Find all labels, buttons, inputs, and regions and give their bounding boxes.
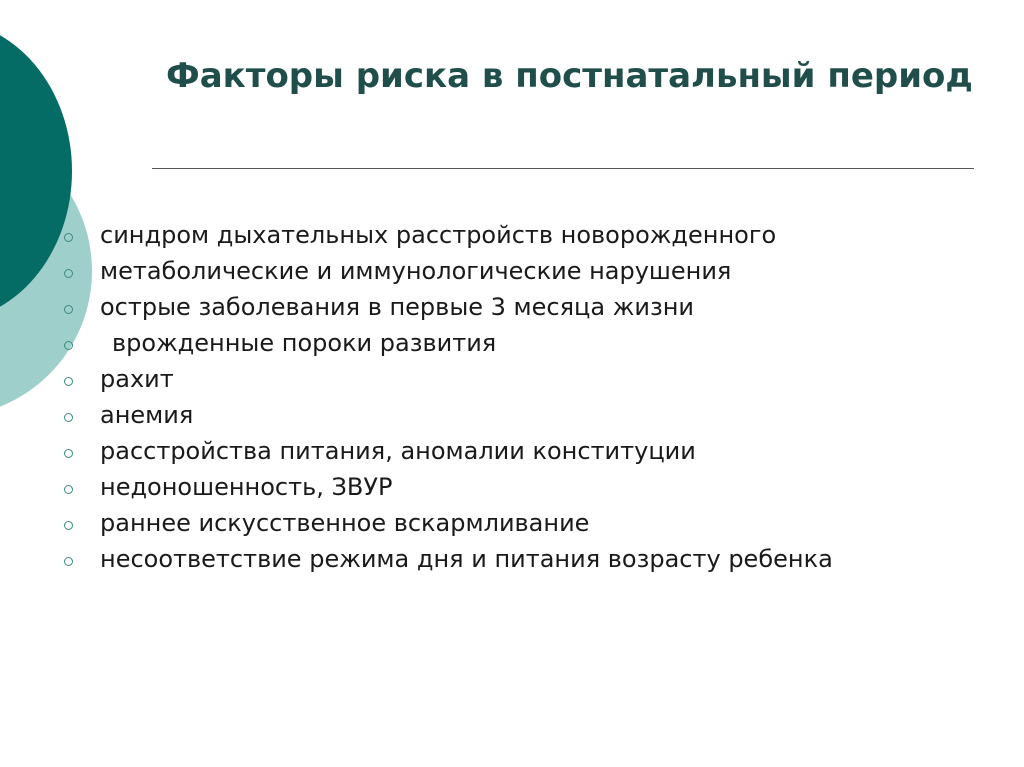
circle-bullet-icon — [64, 485, 73, 494]
list-item-text: недоношенность, ЗВУР — [100, 473, 393, 501]
circle-bullet-icon — [64, 233, 73, 242]
bullet-list — [60, 222, 960, 582]
list-item-text: анемия — [100, 401, 194, 429]
list-item-text: несоответствие режима дня и питания возрасту ребенка — [100, 545, 833, 573]
list-item — [60, 366, 960, 393]
circle-bullet-icon — [64, 449, 73, 458]
list-item — [60, 222, 960, 249]
list-item-text: раннее искусственное вскармливание — [100, 509, 590, 537]
circle-bullet-icon — [64, 377, 73, 386]
slide-title: Факторы риска в постнатальный период — [166, 56, 973, 96]
list-item-text: синдром дыхательных расстройств новорожденного — [100, 221, 777, 249]
list-item — [60, 438, 960, 465]
list-item — [60, 258, 960, 285]
circle-bullet-icon — [64, 305, 73, 314]
list-item — [60, 510, 960, 537]
circle-bullet-icon — [64, 269, 73, 278]
circle-bullet-icon — [64, 521, 73, 530]
list-item-text: расстройства питания, аномалии конституции — [100, 437, 696, 465]
list-item-text: рахит — [100, 365, 174, 393]
circle-bullet-icon — [64, 557, 73, 566]
title-underline — [152, 168, 974, 169]
list-item-text: метаболические и иммунологические нарушения — [100, 257, 732, 285]
circle-bullet-icon — [64, 413, 73, 422]
list-item — [60, 330, 960, 357]
list-item — [60, 294, 960, 321]
list-item — [60, 402, 960, 429]
list-item — [60, 474, 960, 501]
list-item-text: острые заболевания в первые 3 месяца жизни — [100, 293, 694, 321]
circle-bullet-icon — [64, 341, 73, 350]
list-item-text: врожденные пороки развития — [112, 329, 497, 357]
list-item — [60, 546, 960, 573]
